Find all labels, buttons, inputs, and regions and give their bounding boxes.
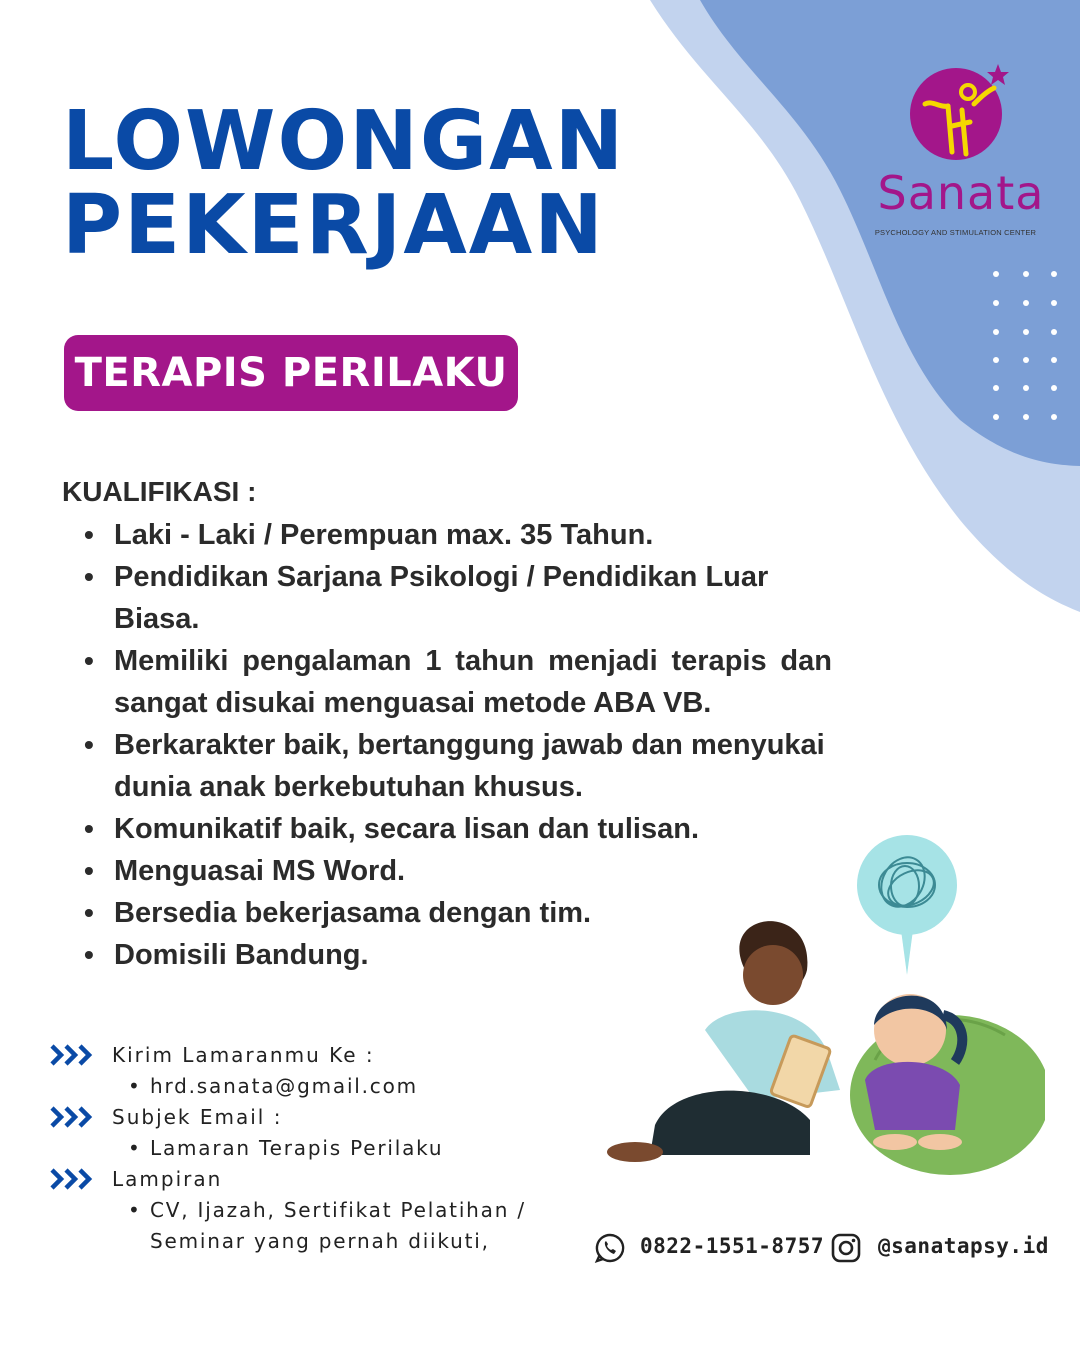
qualification-item: • Memiliki pengalaman 1 tahun menjadi terapis dan sangat disukai menguasai metode ABA VB.: [62, 640, 832, 724]
brand-tagline: PSYCHOLOGY AND STIMULATION CENTER: [874, 228, 1037, 237]
page-title: [62, 94, 626, 273]
instagram-handle[interactable]: @sanatapsy.id: [878, 1234, 1049, 1258]
instagram-icon: [830, 1232, 862, 1264]
qualification-item: • Pendidikan Sarjana Psikologi / Pendidikan Luar Biasa.: [62, 556, 832, 640]
brand-name: Sanata: [877, 166, 1045, 220]
phone-number[interactable]: 0822-1551-8757: [640, 1234, 825, 1258]
send-label: Kirim Lamaranmu Ke :: [112, 1043, 375, 1067]
attachment-label: Lampiran: [112, 1167, 223, 1191]
qualification-item: • Berkarakter baik, bertanggung jawab dan menyukai dunia anak berkebutuhan khusus.: [62, 724, 832, 808]
qualification-item: • Menguasai MS Word.: [62, 850, 832, 892]
attachment-line-2: Seminar yang pernah diikuti,: [150, 1229, 490, 1253]
therapist-child-illustration: [595, 830, 1045, 1175]
bullet-icon: •: [128, 1198, 142, 1222]
position-badge: TERAPIS PERILAKU: [64, 335, 518, 411]
chevrons-right-icon: [50, 1105, 96, 1129]
qualifications-heading: KUALIFIKASI :: [62, 476, 257, 507]
qualification-item: • Komunikatif baik, secara lisan dan tulisan.: [62, 808, 832, 850]
qualification-item: • Laki - Laki / Perempuan max. 35 Tahun.: [62, 514, 832, 556]
bullet-icon: •: [128, 1074, 142, 1098]
qualification-item: • Domisili Bandung.: [62, 934, 832, 976]
chevrons-right-icon: [50, 1167, 96, 1191]
chevrons-right-icon: [50, 1043, 96, 1067]
contact-bar: [594, 1228, 1054, 1268]
email-address[interactable]: hrd.sanata@gmail.com: [150, 1074, 418, 1098]
attachment-line-1: CV, Ijazah, Sertifikat Pelatihan /: [150, 1198, 526, 1222]
title-line-2: PEKERJAAN: [62, 178, 605, 273]
subject-value: Lamaran Terapis Perilaku: [150, 1136, 444, 1160]
title-line-1: LOWONGAN: [62, 94, 626, 189]
decorative-dots: [990, 268, 1070, 428]
bullet-icon: •: [128, 1136, 142, 1160]
subject-label: Subjek Email :: [112, 1105, 283, 1129]
whatsapp-icon: [594, 1232, 626, 1264]
application-instructions: [50, 1040, 590, 1257]
qualification-item: • Bersedia bekerjasama dengan tim.: [62, 892, 832, 934]
